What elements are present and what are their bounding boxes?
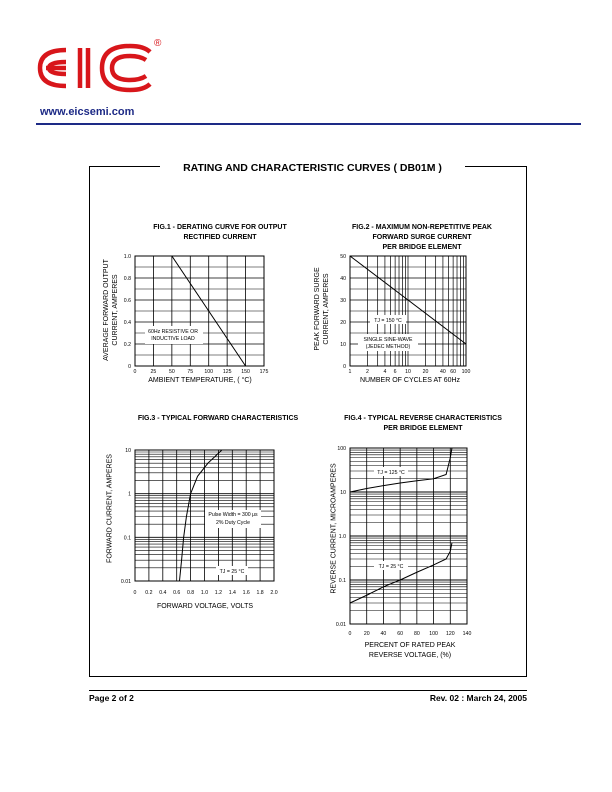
fig3-xtick-label: 0: [133, 590, 137, 596]
fig2-xlabel: NUMBER OF CYCLES AT 60Hz: [359, 377, 461, 384]
fig1-xtick-label: 0: [133, 369, 137, 375]
fig4-ylabel: REVERSE CURRENT, MICROAMPERES: [330, 463, 338, 594]
fig4-xtick-label: 0: [348, 631, 352, 637]
fig2-plot: [340, 254, 470, 375]
fig2-ytick-label: 10: [340, 342, 346, 348]
fig2-xtick-label: 6: [393, 369, 397, 375]
fig3-xtick-label: 1.6: [242, 590, 250, 596]
fig1-xtick-label: 25: [150, 369, 157, 375]
fig4-xtick-label: 60: [397, 631, 404, 637]
fig2-xtick-label: 20: [422, 369, 429, 375]
fig4-xtick-label: 120: [445, 631, 455, 637]
page-title: RATING AND CHARACTERISTIC CURVES ( DB01M ): [183, 162, 442, 174]
fig3-note-pulse1: Pulse Width = 300 μs: [208, 512, 258, 518]
fig3-xtick-label: 1.4: [228, 590, 236, 596]
fig3-ytick-label: 10: [125, 448, 131, 454]
fig3-ytick-label: 1: [128, 491, 131, 498]
fig4-ytick-label: 100: [337, 446, 346, 452]
fig4-note-t25: TJ = 25 °C: [378, 564, 404, 570]
fig3-xtick-label: 0.8: [186, 590, 195, 596]
fig3-ytick-label: 0.1: [123, 535, 131, 542]
fig1-xlabel: AMBIENT TEMPERATURE, ( °C): [148, 377, 252, 384]
fig3-xtick-label: 0.2: [145, 590, 153, 596]
fig3-ylabel: FORWARD CURRENT, AMPERES: [106, 454, 114, 563]
fig1-ylabel: AVERAGE FORWARD OUTPUT CURRENT, AMPERES: [103, 259, 119, 361]
fig4-ytick-label: 0.01: [335, 622, 346, 628]
fig1-note-line1: 60Hz RESISTIVE OR: [148, 329, 198, 335]
page-number: Page 2 of 2: [89, 693, 134, 703]
fig3-xtick-label: 1.8: [256, 590, 264, 596]
fig2-ytick-label: 0: [343, 364, 346, 370]
fig2-note-line2: (JEDEC METHOD): [365, 344, 411, 350]
fig4-title: FIG.4 - TYPICAL REVERSE CHARACTERISTICS PER BRIDGE ELEMENT: [344, 415, 502, 432]
fig2-ytick-label: 30: [340, 298, 346, 304]
fig1-ytick-label: 0.2: [123, 342, 131, 348]
fig4-xtick-label: 40: [380, 631, 387, 637]
fig1-xtick-label: 150: [241, 369, 250, 375]
fig3-xlabel: FORWARD VOLTAGE, VOLTS: [156, 603, 254, 610]
fig1-ytick-label: 0.6: [123, 298, 131, 304]
fig2-note-temp: TJ = 150 °C: [374, 318, 402, 324]
fig3-xtick-label: 0.4: [159, 590, 167, 596]
fig3-xtick-label: 0.6: [173, 590, 181, 596]
fig4-curve-25c: [350, 543, 452, 603]
fig3-xtick-label: 2.0: [270, 590, 278, 596]
fig4-xlabel: PERCENT OF RATED PEAK REVERSE VOLTAGE, (%): [364, 642, 456, 659]
footer-divider: [89, 690, 527, 691]
fig1-xtick-label: 125: [222, 369, 232, 375]
fig4-xtick-label: 80: [413, 631, 420, 637]
fig1-ytick-label: 0.8: [123, 276, 131, 282]
fig4-plot: [336, 446, 472, 637]
fig2-xtick-label: 1: [348, 369, 352, 375]
revision-date: Rev. 02 : March 24, 2005: [429, 693, 527, 703]
fig1-note-line2: INDUCTIVE LOAD: [151, 336, 195, 342]
fig2-xtick-label: 4: [383, 369, 387, 375]
fig1-xtick-label: 100: [204, 369, 214, 375]
fig3-title: FIG.3 - TYPICAL FORWARD CHARACTERISTICS: [137, 415, 299, 422]
fig2-ytick-label: 50: [340, 254, 346, 260]
fig2-ytick-label: 20: [340, 320, 346, 326]
fig4-ytick-label: 1.0: [338, 534, 346, 540]
fig2-xtick-label: 40: [440, 369, 446, 375]
fig4-ytick-label: 0.1: [338, 578, 346, 584]
fig3-plot: [121, 448, 278, 596]
fig4-note-t125: TJ = 125 °C: [377, 470, 405, 476]
fig2-ylabel: PEAK FORWARD SURGE CURRENT, AMPERES: [314, 267, 330, 351]
fig1-ytick-label: 0: [128, 364, 131, 370]
fig1-xtick-label: 175: [259, 369, 269, 375]
fig3-xtick-label: 1.2: [214, 590, 223, 596]
fig2-ytick-label: 40: [340, 276, 346, 282]
fig4-ytick-label: 10: [340, 490, 346, 496]
fig4-xtick-label: 140: [462, 631, 472, 637]
fig1-xtick-label: 75: [187, 369, 194, 375]
fig2-xtick-label: 60: [450, 369, 457, 375]
fig4-xtick-label: 100: [429, 631, 438, 637]
fig4-xtick-label: 20: [363, 631, 370, 637]
fig3-note-pulse2: 2% Duty Cycle: [215, 520, 251, 526]
fig3-ytick-label: 0.01: [120, 579, 131, 585]
fig1-ytick-label: 0.4: [123, 320, 131, 326]
fig1-ytick-label: 1.0: [123, 254, 131, 260]
fig1-plot: [124, 254, 269, 375]
fig1-title: FIG.1 - DERATING CURVE FOR OUTPUT RECTIFIED CURRENT: [153, 224, 287, 241]
fig2-xtick-label: 10: [405, 369, 411, 375]
registered-mark: ®: [154, 38, 162, 49]
fig3-note-temp: TJ = 25 °C: [219, 569, 245, 575]
fig1-xtick-label: 50: [168, 369, 175, 375]
fig2-title: FIG.2 - MAXIMUM NON-REPETITIVE PEAK FORWARD SURGE CURRENT PER BRIDGE ELEMENT: [351, 224, 492, 251]
fig3-xtick-label: 1.0: [200, 590, 209, 596]
website-link[interactable]: www.eicsemi.com: [40, 106, 135, 118]
fig2-note-line1: SINGLE SINE-WAVE: [363, 337, 413, 343]
fig2-xtick-label: 2: [366, 369, 369, 375]
fig2-xtick-label: 100: [461, 369, 471, 375]
